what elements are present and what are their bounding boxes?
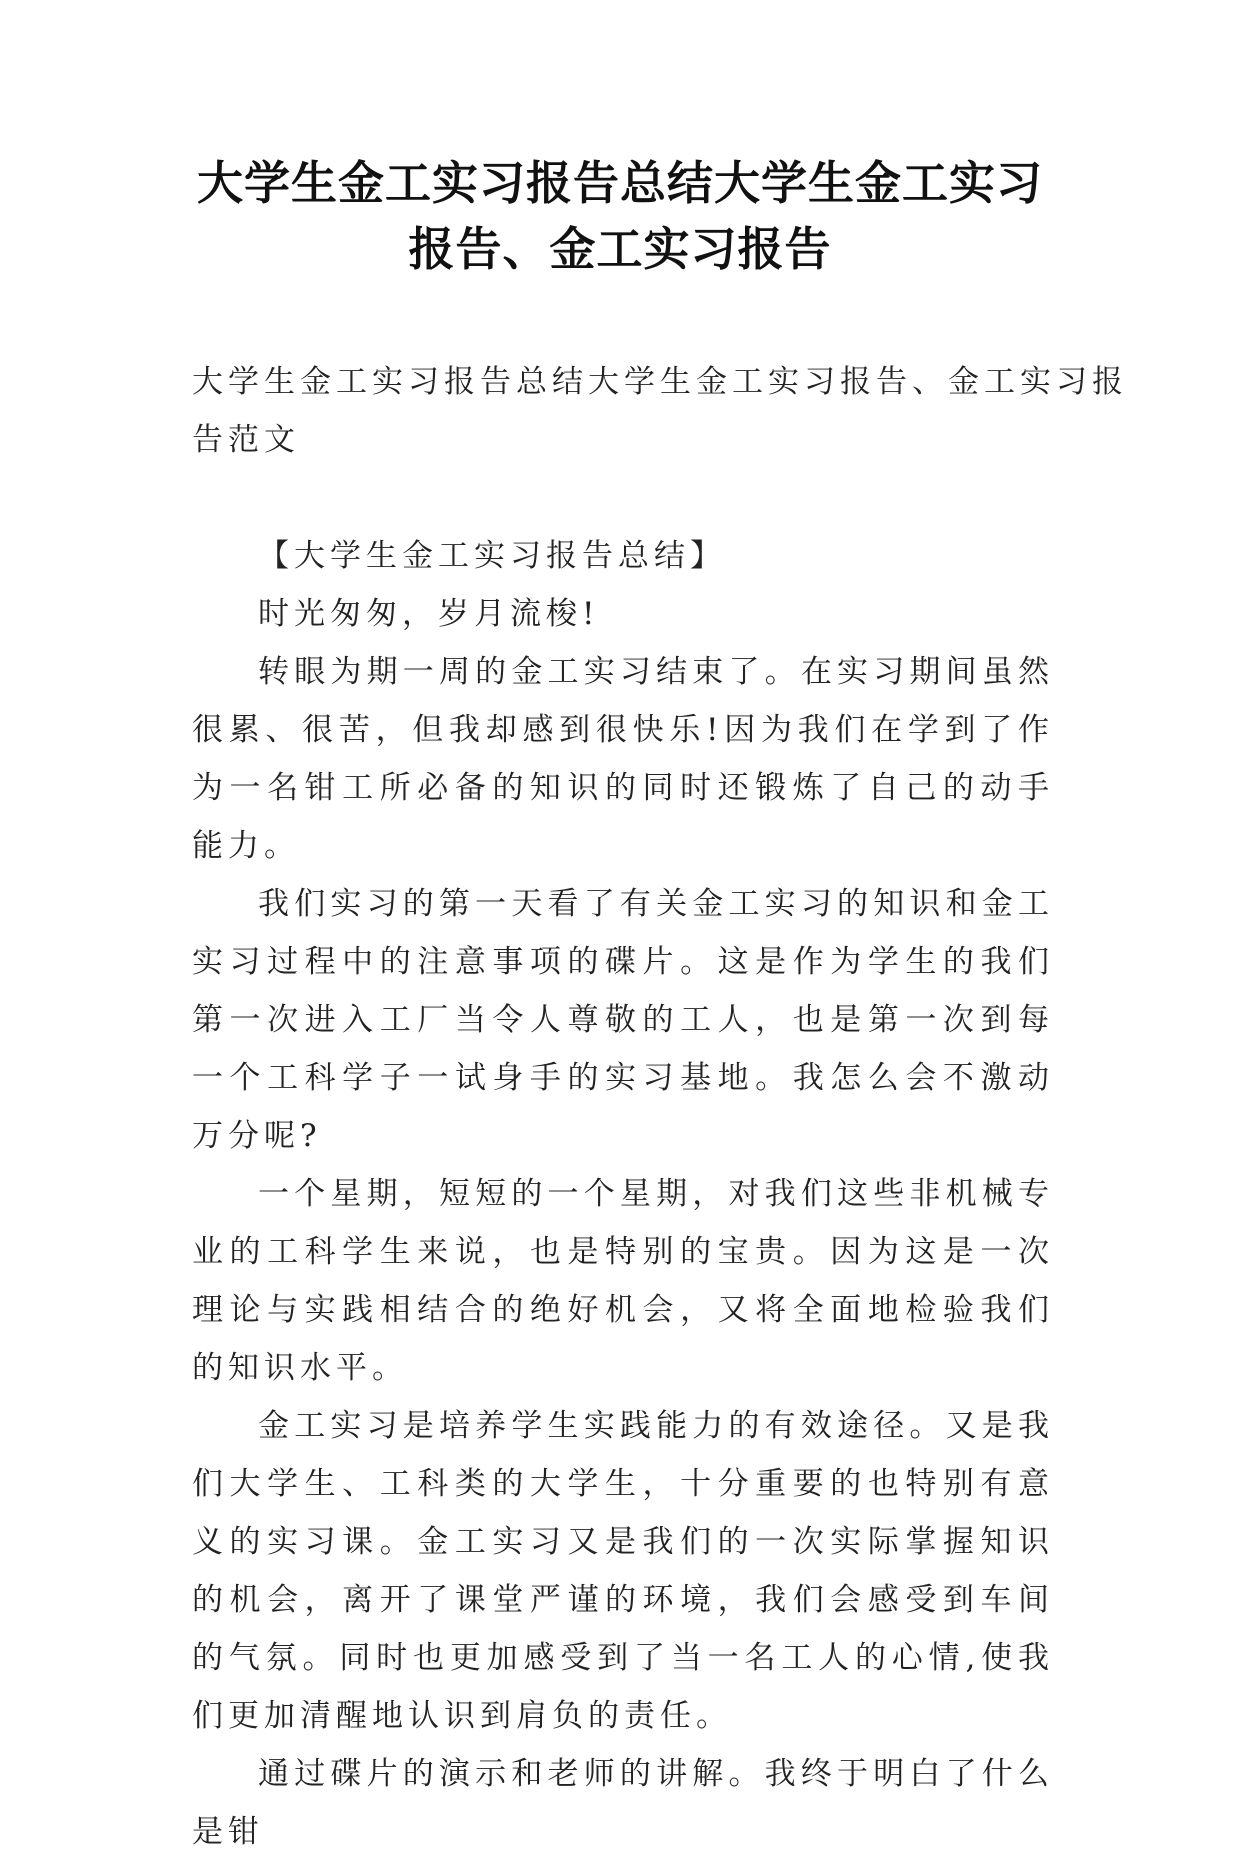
paragraph: 通过碟片的演示和老师的讲解。我终于明白了什么是钳 xyxy=(192,1756,1054,1850)
title-line: 大学生金工实习报告总结大学生金工实习 xyxy=(197,156,1043,210)
subtitle-line: 告范文 xyxy=(192,422,300,458)
paragraph: 我们实习的第一天看了有关金工实习的知识和金工实习过程中的注意事项的碟片。这是作为学生的我们第一次进入工厂当令人尊敬的工人，也是第一次到每一个工科学子一试身手的实习基地。我怎么会不激动万分呢? xyxy=(192,886,1054,1154)
paragraph: 金工实习是培养学生实践能力的有效途径。又是我们大学生、工科类的大学生，十分重要的也特别有意义的实习课。金工实习又是我们的一次实际掌握知识的机会，离开了课堂严谨的环境，我们会感受到车间的气氛。同时也更加感受到了当一名工人的心情,使我们更加清醒地认识到肩负的责任。 xyxy=(192,1408,1054,1734)
title-line: 报告、金工实习报告 xyxy=(408,222,832,276)
document-subtitle xyxy=(192,353,1128,469)
subtitle-line: 大学生金工实习报告总结大学生金工实习报告、金工实习报 xyxy=(192,364,1128,400)
paragraph: 转眼为期一周的金工实习结束了。在实习期间虽然很累、很苦，但我却感到很快乐!因为我们在学到了作为一名钳工所必备的知识的同时还锻炼了自己的动手能力。 xyxy=(192,654,1054,864)
paragraph: 时光匆匆，岁月流梭! xyxy=(258,596,600,632)
section-heading: 【大学生金工实习报告总结】 xyxy=(258,538,726,574)
document-body xyxy=(192,527,1054,1861)
paragraph: 一个星期，短短的一个星期，对我们这些非机械专业的工科学生来说，也是特别的宝贵。因为这是一次理论与实践相结合的绝好机会，又将全面地检验我们的知识水平。 xyxy=(192,1176,1054,1386)
document-title xyxy=(180,150,1060,282)
